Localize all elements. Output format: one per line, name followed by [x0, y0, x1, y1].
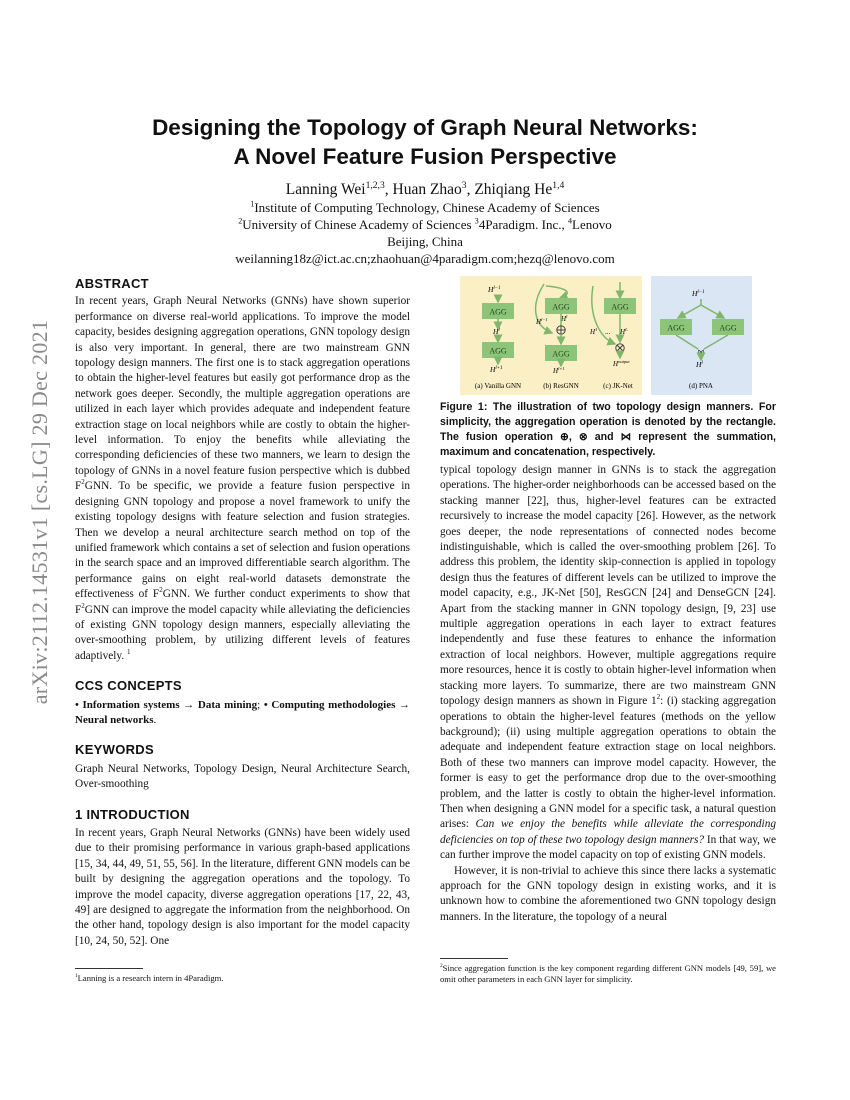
title-line-1: Designing the Topology of Graph Neural Networks: — [152, 115, 698, 140]
affiliations — [75, 199, 775, 267]
ccs-heading: CCS CONCEPTS — [75, 678, 182, 694]
author-1: Lanning Wei — [285, 181, 366, 198]
caption-label-vanilla-gnn: (a) Vanilla GNN — [474, 382, 522, 390]
svg-text:AGG: AGG — [552, 349, 570, 359]
figure-1-caption: Figure 1: The illustration of two topology design manners. For simplicity, the aggregation operation is denoted by the rectangle. The fusion operation ⊕, ⊗ and ⋈ represent the summation, maximum and concatenation, respectively. — [440, 401, 776, 458]
label-h-lminus1-b: $H^{l-1}$ — [536, 317, 548, 326]
footnote-rule-left — [75, 968, 143, 969]
label-h-lminus1-d: $H^{l-1}$ — [692, 289, 705, 298]
introduction-paragraph-2: typical topology design manner in GNNs is to stack the aggregation operations. The higher-order neighborhoods can be accessed based on the stacking manner [22], thus, higher-level features can be extracted recursively to increase the model capacity [26]. However, as the network goes deeper, the node representations of connected nodes become indistinguishable, which is called the over-smoothing problem [26]. To address this problem, the identity skip-connection is applied in topology design thus the features of different levels can be utilized to improve the model capacity, e.g., JK-Net [50], ResGCN [24] and DenseGCN [24]. Apart from the stacking manner in GNN topology design, [9, 23] use multiple aggregation operations in each layer to extract features independently and fuse these features to enhance the information extraction of local neighbors. However, multiple aggregations require more resources, hence it is costly to obtain higher-level information when stacking more layers. To summarize, there are two mainstream GNN topology design manners as shown in Figure $1^2$: (i) stacking aggregation operations to obtain the higher-level features (methods on the yellow background); (ii) using multiple aggregation operations to obtain the adequate and independent feature extraction stage on local neighbors. Both of these two manners can improve model capacity. However, the former is easy to get the performance drop due to the over-smoothing problem, and the latter is costly to obtain the higher-level information. Then when designing a GNN model for a specific task, a natural question arises: Can we enjoy the benefits while alleviate the corresponding deficiencies on top of these two topology design manners? In that way, we can further improve the model capacity on top of existing GNN models. — [440, 464, 776, 862]
left-column — [75, 276, 410, 949]
label-h-lplus1-b: $H^{l+1}$ — [553, 366, 565, 375]
label-h-l-b: $H^l$ — [561, 314, 568, 323]
label-h-1-c: $H^1$ — [590, 327, 598, 336]
label-h-lplus1-a: $H^{l+1}$ — [490, 365, 503, 374]
author-3-sup: 1,4 — [552, 179, 565, 191]
introduction-paragraph-1: In recent years, Graph Neural Networks (GNNs) have been widely used due to their promising performance in various graph-based applications [15, 34, 44, 49, 51, 55, 56]. In the literature, different GNN models can be built by designing the aggregation operations and the topology. To improve the model capacity, diverse aggregation operations [17, 22, 43, 49] are designed to aggregate the information from the neighborhood. On the other hand, topology design is also important for the model capacity [10, 24, 50, 52]. One — [75, 827, 410, 947]
label-h-L-c: $H^L$ — [620, 327, 628, 336]
abstract-text: In recent years, Graph Neural Networks (GNNs) have shown superior performance on diverse real-world applications. To improve the model capacity, besides designing aggregation operations, GNN topology design is also very important. In general, there are two mainstream GNN topology design manners. The first one is to stack aggregation operations to obtain the higher-level features but easily got performance drop as the network goes deeper. Secondly, the multiple aggregation operations are utilized in each layer which provides adequate and independent feature extraction stage on local neighbors while are costly to obtain the higher-level information. To enjoy the benefits while alleviating the corresponding deficiencies of these two manners, we learn to design the topology of GNNs in a novel feature fusion perspective which is dubbed $F^2GNN$. To be specific, we provide a feature fusion perspective in designing GNN topology and propose a novel framework to unify the existing topology designs with feature selection and fusion strategies. Then we develop a neural architecture search method on top of the unified framework which contains a set of selection and fusion operations in the search space and an improved differentiable search algorithm. The performance gains on eight real-world datasets demonstrate the effectiveness of $F^2GNN$. We further conduct experiments to show that $F^2GNN$ can improve the model capacity while alleviating the deficiencies of existing GNN topology design manners, especially alleviating the over-smoothing problem, by utilizing different levels of features adaptively. $^1$ — [75, 295, 410, 662]
svg-text:AGG: AGG — [667, 323, 685, 333]
author-list: Lanning Wei$^{1,2,3}$, Huan Zhao$^3$, Zhiqiang He$^{1,4}$ — [285, 179, 565, 198]
arxiv-sidebar — [18, 292, 62, 732]
ccs-text: • Information systems → Data mining; • Computing methodologies → Neural networks. — [75, 698, 411, 726]
caption-label-jk-net: (c) JK-Net — [603, 382, 633, 390]
label-h-l-a: $H^l$ — [493, 327, 500, 336]
introduction-heading: 1 INTRODUCTION — [75, 806, 190, 822]
keywords-heading: KEYWORDS — [75, 742, 154, 758]
ellipsis-c: ... — [605, 328, 611, 336]
introduction-paragraph-3: However, it is non-trivial to achieve this since there lacks a systematic approach for the GNN topology design in existing works, and it is unknown how to combine the aforementioned two GNN topology design manners. In the literature, the topology of a neural — [440, 864, 776, 923]
author-emails: weilanning18z@ict.ac.cn;zhaohuan@4paradigm.com;hezq@lenovo.com — [235, 251, 615, 266]
abstract-heading: ABSTRACT — [75, 276, 149, 291]
svg-text:AGG: AGG — [489, 307, 507, 317]
affiliation-line-3: Beijing, China — [387, 234, 463, 249]
keywords-text: Graph Neural Networks, Topology Design, Neural Architecture Search, Over-smoothing — [75, 762, 410, 791]
affiliation-line-2: $^2$University of Chinese Academy of Sciences $^3$4Paradigm. Inc., $^4$Lenovo — [238, 216, 612, 232]
right-column — [440, 463, 776, 925]
label-h-lminus1-a: $H^{l-1}$ — [488, 285, 501, 294]
footnote-2: $^2$Since aggregation function is the key component regarding different GNN models [49, 59], we omit other parameters in each GNN layer for simplicity. — [440, 963, 776, 984]
svg-text:AGG: AGG — [489, 346, 507, 356]
caption-label-resgnn: (b) ResGNN — [543, 382, 579, 390]
label-h-l-d: $H^l$ — [696, 360, 703, 369]
author-3: Zhiqiang He — [474, 181, 553, 198]
footnote-rule-right — [440, 958, 508, 959]
author-1-sup: 1,2,3 — [365, 179, 385, 191]
figure-1-diagram — [460, 276, 752, 395]
svg-text:AGG: AGG — [719, 323, 737, 333]
arxiv-identifier: arXiv:2112.14531v1 [cs.LG] 29 Dec 2021 — [27, 319, 52, 705]
caption-label-pna: (d) PNA — [689, 382, 713, 390]
footnote-1-mark: 1 — [126, 647, 131, 656]
title-line-2: A Novel Feature Fusion Perspective — [233, 144, 617, 169]
footnote-1: $^1$Lanning is a research intern in 4Paradigm. — [75, 973, 224, 983]
svg-text:AGG: AGG — [611, 302, 629, 312]
author-2-sup: 3 — [461, 179, 467, 191]
concat-operator-d: ⋈ — [697, 348, 705, 356]
footnote-2-mark: 2 — [656, 693, 661, 702]
label-h-output-c: $H^{output}$ — [613, 359, 630, 368]
affiliation-line-1: $^1$Institute of Computing Technology, Chinese Academy of Sciences — [250, 199, 600, 215]
author-2: Huan Zhao — [392, 181, 462, 198]
svg-text:AGG: AGG — [552, 302, 570, 312]
paper-title — [75, 113, 775, 171]
